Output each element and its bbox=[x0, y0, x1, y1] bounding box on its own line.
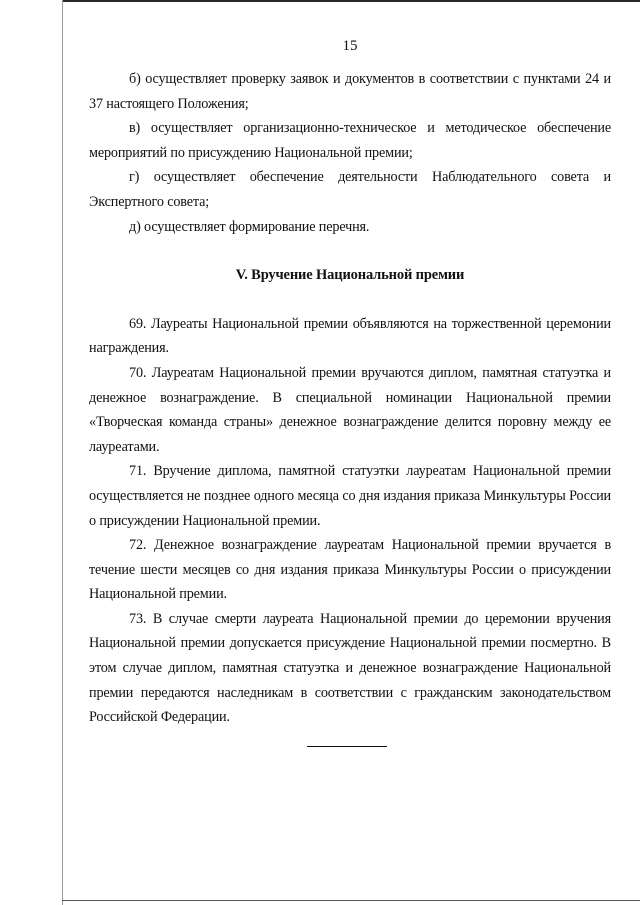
list-item-d: д) осуществляет формирование перечня. bbox=[129, 218, 370, 235]
end-of-document-rule bbox=[307, 746, 387, 747]
scan-top-edge bbox=[62, 0, 640, 2]
paragraph-72: 72. Денежное вознаграждение лауреатам Национальной премии вручается в течение шести месяцев со дня издания приказа Минкультуры России о присуждении Национальной премии. bbox=[89, 537, 611, 603]
paragraph-73: 73. В случае смерти лауреата Национальной премии до церемонии вручения Национальной премии допускается присуждение Национальной премии посмертно. В этом случае диплом, памятная статуэтка и денежное вознаграждение Национальной премии передаются наследникам в соответствии с гражданским законодательством Российской Федерации. bbox=[89, 610, 611, 726]
page-number: 15 bbox=[342, 38, 358, 54]
document-body bbox=[89, 67, 611, 730]
section-heading: V. Вручение Национальной премии bbox=[235, 267, 465, 284]
duties-list bbox=[89, 67, 611, 239]
paragraph-69: 69. Лауреаты Национальной премии объявляются на торжественной церемонии награждения. bbox=[89, 315, 611, 357]
section-paragraphs bbox=[89, 312, 611, 730]
scan-bottom-edge bbox=[62, 900, 640, 901]
list-item-v: в) осуществляет организационно-техническое и методическое обеспечение мероприятий по присуждению Национальной премии; bbox=[89, 120, 611, 161]
paragraph-70: 70. Лауреатам Национальной премии вручаются диплом, памятная статуэтка и денежное вознаграждение. В специальной номинации Национальной премии «Творческая команда страны» денежное вознаграждение делится поровну между ее лауреатами. bbox=[89, 364, 611, 455]
paragraph-71: 71. Вручение диплома, памятной статуэтки лауреатам Национальной премии осуществляется не позднее одного месяца со дня издания приказа Минкультуры России о присуждении Национальной премии. bbox=[89, 463, 611, 529]
scan-left-edge bbox=[62, 0, 63, 905]
list-item-b: б) осуществляет проверку заявок и документов в соответствии с пунктами 24 и 37 настоящего Положения; bbox=[89, 71, 611, 112]
list-item-g: г) осуществляет обеспечение деятельности Наблюдательного совета и Экспертного совета; bbox=[89, 169, 611, 210]
